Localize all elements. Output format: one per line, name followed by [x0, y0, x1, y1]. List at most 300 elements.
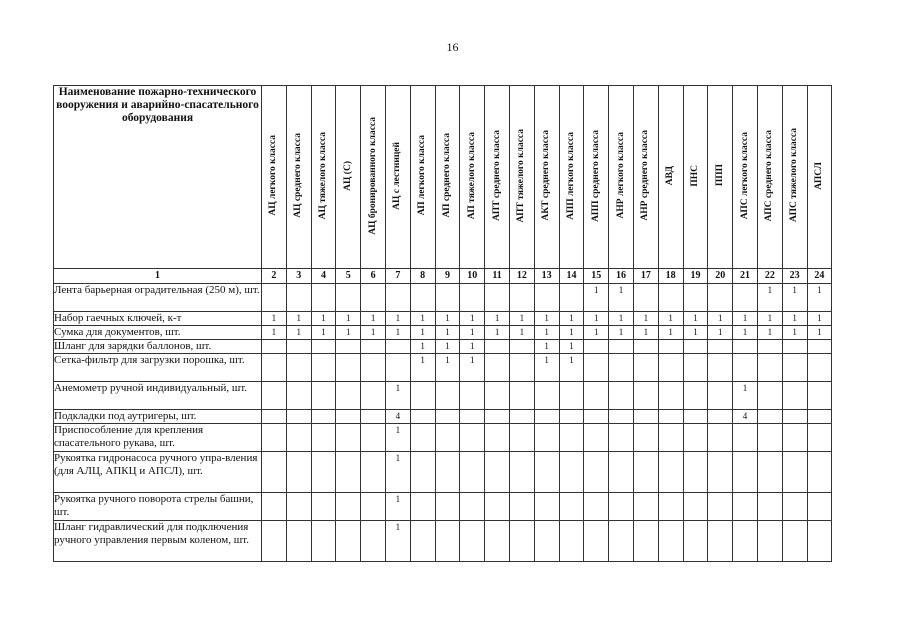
quantity-cell: 1 [361, 326, 386, 340]
quantity-cell [336, 354, 361, 382]
quantity-cell: 1 [361, 312, 386, 326]
quantity-cell [708, 284, 733, 312]
quantity-cell [361, 382, 386, 410]
quantity-cell [336, 284, 361, 312]
quantity-cell [286, 284, 311, 312]
quantity-cell [410, 493, 435, 521]
quantity-cell [782, 493, 807, 521]
quantity-cell: 4 [733, 410, 758, 424]
quantity-cell: 4 [385, 410, 410, 424]
column-header-label: АВД [665, 165, 676, 186]
item-name: Анемометр ручной индивидуальный, шт. [54, 382, 262, 410]
column-header [708, 86, 733, 269]
item-name: Рукоятка гидронасоса ручного упра-вления (для АЛЦ, АПКЦ и АПСЛ), шт. [54, 452, 262, 493]
quantity-cell [460, 382, 485, 410]
column-number: 20 [708, 269, 733, 284]
column-header [683, 86, 708, 269]
quantity-cell [584, 521, 609, 562]
column-number: 21 [733, 269, 758, 284]
quantity-cell [757, 340, 782, 354]
column-number: 6 [361, 269, 386, 284]
quantity-cell: 1 [757, 312, 782, 326]
quantity-cell [708, 521, 733, 562]
column-number: 1 [54, 269, 262, 284]
quantity-cell [534, 493, 559, 521]
quantity-cell [584, 452, 609, 493]
quantity-cell [559, 284, 584, 312]
quantity-cell [733, 521, 758, 562]
quantity-cell [460, 493, 485, 521]
quantity-cell [609, 410, 634, 424]
quantity-cell [733, 354, 758, 382]
column-number: 14 [559, 269, 584, 284]
quantity-cell [286, 410, 311, 424]
item-name: Шланг для зарядки баллонов, шт. [54, 340, 262, 354]
quantity-cell: 1 [262, 312, 287, 326]
quantity-cell [782, 424, 807, 452]
column-header [733, 86, 758, 269]
quantity-cell [485, 452, 510, 493]
quantity-cell [262, 354, 287, 382]
quantity-cell [286, 424, 311, 452]
column-header-label: АНР среднего класса [640, 130, 651, 221]
quantity-cell [361, 284, 386, 312]
quantity-cell [410, 452, 435, 493]
quantity-cell [311, 410, 336, 424]
quantity-cell [683, 452, 708, 493]
quantity-cell [757, 382, 782, 410]
page-number: 16 [446, 40, 459, 54]
item-name: Лента барьерная оградительная (250 м), шт. [54, 284, 262, 312]
quantity-cell [385, 354, 410, 382]
quantity-cell [658, 382, 683, 410]
column-header-label: АПП среднего класса [590, 129, 601, 222]
column-number: 19 [683, 269, 708, 284]
column-number: 5 [336, 269, 361, 284]
quantity-cell [485, 424, 510, 452]
quantity-cell [435, 410, 460, 424]
quantity-cell [385, 340, 410, 354]
quantity-cell: 1 [385, 424, 410, 452]
column-header-label: АЦ (С) [342, 160, 353, 191]
column-header [435, 86, 460, 269]
quantity-cell [361, 521, 386, 562]
quantity-cell [683, 354, 708, 382]
table-row [54, 284, 832, 312]
quantity-cell [435, 521, 460, 562]
column-number: 2 [262, 269, 287, 284]
quantity-cell [262, 493, 287, 521]
quantity-cell: 1 [782, 312, 807, 326]
quantity-cell [683, 521, 708, 562]
quantity-cell: 1 [658, 326, 683, 340]
quantity-cell [708, 354, 733, 382]
column-header-label: АЦ среднего класса [293, 133, 304, 218]
column-header-label: АП среднего класса [441, 133, 452, 218]
quantity-cell [361, 340, 386, 354]
quantity-cell [361, 493, 386, 521]
quantity-cell [262, 452, 287, 493]
quantity-cell: 1 [559, 354, 584, 382]
quantity-cell: 1 [460, 340, 485, 354]
quantity-cell: 1 [534, 312, 559, 326]
quantity-cell: 1 [708, 312, 733, 326]
item-name: Рукоятка ручного поворота стрелы башни, шт. [54, 493, 262, 521]
quantity-cell [733, 340, 758, 354]
quantity-cell: 1 [807, 284, 832, 312]
quantity-cell [757, 424, 782, 452]
table-row [54, 354, 832, 382]
column-header [361, 86, 386, 269]
quantity-cell [807, 493, 832, 521]
column-header-label: АП легкого класса [417, 135, 428, 216]
quantity-cell [509, 284, 534, 312]
quantity-cell: 1 [311, 326, 336, 340]
quantity-cell [633, 410, 658, 424]
quantity-cell [311, 424, 336, 452]
column-header-label: АПС среднего класса [764, 129, 775, 222]
column-header-label: АЦ с лестницей [392, 141, 403, 210]
column-header-label: АЦ тяжелого класса [317, 131, 328, 220]
column-header [658, 86, 683, 269]
column-header [584, 86, 609, 269]
column-number: 9 [435, 269, 460, 284]
quantity-cell [286, 493, 311, 521]
quantity-cell [658, 410, 683, 424]
quantity-cell [485, 410, 510, 424]
quantity-cell [609, 382, 634, 410]
column-number: 3 [286, 269, 311, 284]
quantity-cell [336, 424, 361, 452]
quantity-cell [460, 284, 485, 312]
column-header [410, 86, 435, 269]
quantity-cell [286, 521, 311, 562]
column-header [311, 86, 336, 269]
quantity-cell: 1 [410, 354, 435, 382]
quantity-cell: 1 [286, 326, 311, 340]
quantity-cell [658, 424, 683, 452]
quantity-cell [633, 340, 658, 354]
quantity-cell [509, 340, 534, 354]
quantity-cell [782, 521, 807, 562]
quantity-cell [807, 452, 832, 493]
quantity-cell: 1 [609, 312, 634, 326]
quantity-cell: 1 [262, 326, 287, 340]
quantity-cell [410, 284, 435, 312]
quantity-cell [683, 410, 708, 424]
quantity-cell [782, 354, 807, 382]
quantity-cell [609, 354, 634, 382]
quantity-cell: 1 [435, 354, 460, 382]
quantity-cell: 1 [286, 312, 311, 326]
quantity-cell [559, 452, 584, 493]
quantity-cell [658, 493, 683, 521]
column-header [460, 86, 485, 269]
quantity-cell [336, 452, 361, 493]
quantity-cell [534, 424, 559, 452]
column-header-label: ПНС [689, 164, 700, 187]
quantity-cell: 1 [807, 312, 832, 326]
quantity-cell: 1 [733, 382, 758, 410]
quantity-cell [708, 424, 733, 452]
quantity-cell [633, 382, 658, 410]
quantity-cell [609, 521, 634, 562]
quantity-cell [584, 340, 609, 354]
column-number-row [54, 269, 832, 284]
quantity-cell: 1 [410, 340, 435, 354]
quantity-cell: 1 [435, 340, 460, 354]
column-number: 13 [534, 269, 559, 284]
equipment-table [53, 85, 832, 562]
quantity-cell [262, 424, 287, 452]
column-header-label: АПП легкого класса [565, 131, 576, 220]
quantity-cell [683, 493, 708, 521]
quantity-cell [336, 340, 361, 354]
column-number: 11 [485, 269, 510, 284]
item-name: Подкладки под аутригеры, шт. [54, 410, 262, 424]
quantity-cell [708, 340, 733, 354]
column-number: 22 [757, 269, 782, 284]
quantity-cell [460, 410, 485, 424]
quantity-cell: 1 [509, 312, 534, 326]
quantity-cell: 1 [609, 284, 634, 312]
quantity-cell: 1 [385, 452, 410, 493]
quantity-cell [757, 410, 782, 424]
quantity-cell: 1 [733, 312, 758, 326]
column-header [286, 86, 311, 269]
column-header [262, 86, 287, 269]
quantity-cell [509, 382, 534, 410]
column-number: 10 [460, 269, 485, 284]
quantity-cell [410, 410, 435, 424]
quantity-cell [311, 354, 336, 382]
quantity-cell [807, 424, 832, 452]
quantity-cell: 1 [485, 312, 510, 326]
column-header-label: АПС тяжелого класса [789, 128, 800, 223]
quantity-cell [658, 284, 683, 312]
quantity-cell [584, 493, 609, 521]
quantity-cell [336, 410, 361, 424]
quantity-cell [782, 452, 807, 493]
column-number: 4 [311, 269, 336, 284]
item-name: Набор гаечных ключей, к-т [54, 312, 262, 326]
column-number: 23 [782, 269, 807, 284]
column-header [534, 86, 559, 269]
quantity-cell: 1 [708, 326, 733, 340]
quantity-cell [385, 284, 410, 312]
quantity-cell [311, 521, 336, 562]
quantity-cell [361, 354, 386, 382]
quantity-cell [609, 340, 634, 354]
quantity-cell [559, 424, 584, 452]
column-number: 15 [584, 269, 609, 284]
quantity-cell [782, 382, 807, 410]
quantity-cell: 1 [385, 326, 410, 340]
quantity-cell [807, 521, 832, 562]
column-header [385, 86, 410, 269]
quantity-cell [509, 452, 534, 493]
quantity-cell: 1 [410, 312, 435, 326]
quantity-cell: 1 [683, 312, 708, 326]
quantity-cell [658, 340, 683, 354]
quantity-cell: 1 [534, 354, 559, 382]
quantity-cell [262, 284, 287, 312]
quantity-cell [733, 452, 758, 493]
quantity-cell [485, 354, 510, 382]
quantity-cell: 1 [584, 326, 609, 340]
quantity-cell: 1 [683, 326, 708, 340]
table-row [54, 424, 832, 452]
quantity-cell [708, 452, 733, 493]
quantity-cell: 1 [733, 326, 758, 340]
item-name: Сумка для документов, шт. [54, 326, 262, 340]
quantity-cell [262, 382, 287, 410]
column-header-label: АПСЛ [813, 161, 824, 190]
column-header-label: АНР легкого класса [615, 132, 626, 219]
column-header [807, 86, 832, 269]
quantity-cell [683, 340, 708, 354]
quantity-cell [435, 284, 460, 312]
quantity-cell: 1 [609, 326, 634, 340]
quantity-cell: 1 [385, 382, 410, 410]
quantity-cell: 1 [385, 312, 410, 326]
quantity-cell [311, 284, 336, 312]
column-header-label: АПС легкого класса [739, 131, 750, 220]
quantity-cell [485, 382, 510, 410]
quantity-cell [509, 493, 534, 521]
quantity-cell [311, 452, 336, 493]
quantity-cell [460, 521, 485, 562]
quantity-cell: 1 [559, 312, 584, 326]
quantity-cell: 1 [782, 326, 807, 340]
quantity-cell [262, 410, 287, 424]
column-header-label: АП тяжелого класса [466, 131, 477, 220]
table-row [54, 452, 832, 493]
quantity-cell [708, 410, 733, 424]
quantity-cell [336, 521, 361, 562]
quantity-cell [633, 424, 658, 452]
quantity-cell [757, 354, 782, 382]
quantity-cell [435, 424, 460, 452]
table-row [54, 410, 832, 424]
quantity-cell [435, 493, 460, 521]
quantity-cell [262, 521, 287, 562]
quantity-cell [683, 284, 708, 312]
quantity-cell [286, 340, 311, 354]
column-header [757, 86, 782, 269]
quantity-cell [559, 493, 584, 521]
quantity-cell: 1 [435, 312, 460, 326]
quantity-cell: 1 [435, 326, 460, 340]
column-header-label: АЦ легкого класса [268, 135, 279, 216]
quantity-cell [559, 410, 584, 424]
column-header-label: АЦ бронированного класса [367, 116, 378, 235]
name-column-header: Наименование пожарно-технического вооружения и аварийно-спасательного оборудования [54, 86, 262, 269]
table-row [54, 340, 832, 354]
quantity-cell: 1 [460, 326, 485, 340]
quantity-cell [757, 452, 782, 493]
quantity-cell [708, 382, 733, 410]
quantity-cell: 1 [460, 354, 485, 382]
quantity-cell [286, 452, 311, 493]
quantity-cell: 1 [311, 312, 336, 326]
quantity-cell: 1 [559, 340, 584, 354]
quantity-cell [658, 521, 683, 562]
column-header-label: АПТ среднего класса [491, 130, 502, 221]
quantity-cell [782, 340, 807, 354]
quantity-cell [336, 493, 361, 521]
quantity-cell [485, 493, 510, 521]
quantity-cell [485, 284, 510, 312]
quantity-cell [633, 284, 658, 312]
quantity-cell [733, 424, 758, 452]
quantity-cell: 1 [410, 326, 435, 340]
quantity-cell [559, 382, 584, 410]
quantity-cell: 1 [807, 326, 832, 340]
quantity-cell [361, 410, 386, 424]
quantity-cell [311, 493, 336, 521]
table-row [54, 493, 832, 521]
quantity-cell [410, 521, 435, 562]
quantity-cell: 1 [658, 312, 683, 326]
quantity-cell [460, 452, 485, 493]
quantity-cell [534, 452, 559, 493]
quantity-cell [534, 382, 559, 410]
quantity-cell [609, 452, 634, 493]
table-row [54, 521, 832, 562]
column-header-label: ППП [714, 164, 725, 187]
quantity-cell: 1 [633, 326, 658, 340]
quantity-cell [509, 410, 534, 424]
quantity-cell [683, 424, 708, 452]
quantity-cell [534, 521, 559, 562]
quantity-cell: 1 [757, 326, 782, 340]
quantity-cell [609, 424, 634, 452]
quantity-cell: 1 [336, 326, 361, 340]
quantity-cell: 1 [460, 312, 485, 326]
quantity-cell [633, 452, 658, 493]
column-number: 8 [410, 269, 435, 284]
quantity-cell [807, 382, 832, 410]
quantity-cell [757, 521, 782, 562]
quantity-cell [534, 284, 559, 312]
quantity-cell: 1 [385, 493, 410, 521]
table-row [54, 312, 832, 326]
quantity-cell [584, 424, 609, 452]
quantity-cell [584, 354, 609, 382]
column-header-label: АПТ тяжелого класса [516, 128, 527, 223]
quantity-cell [485, 340, 510, 354]
quantity-cell [658, 452, 683, 493]
quantity-cell: 1 [584, 312, 609, 326]
quantity-cell [410, 424, 435, 452]
quantity-cell: 1 [336, 312, 361, 326]
quantity-cell: 1 [559, 326, 584, 340]
quantity-cell: 1 [385, 521, 410, 562]
quantity-cell [633, 354, 658, 382]
column-header-label: АКТ среднего класса [541, 130, 552, 221]
quantity-cell [609, 493, 634, 521]
column-number: 7 [385, 269, 410, 284]
quantity-cell [286, 354, 311, 382]
column-header [633, 86, 658, 269]
quantity-cell [584, 410, 609, 424]
quantity-cell [485, 521, 510, 562]
column-number: 24 [807, 269, 832, 284]
quantity-cell [361, 424, 386, 452]
column-header [782, 86, 807, 269]
quantity-cell [708, 493, 733, 521]
